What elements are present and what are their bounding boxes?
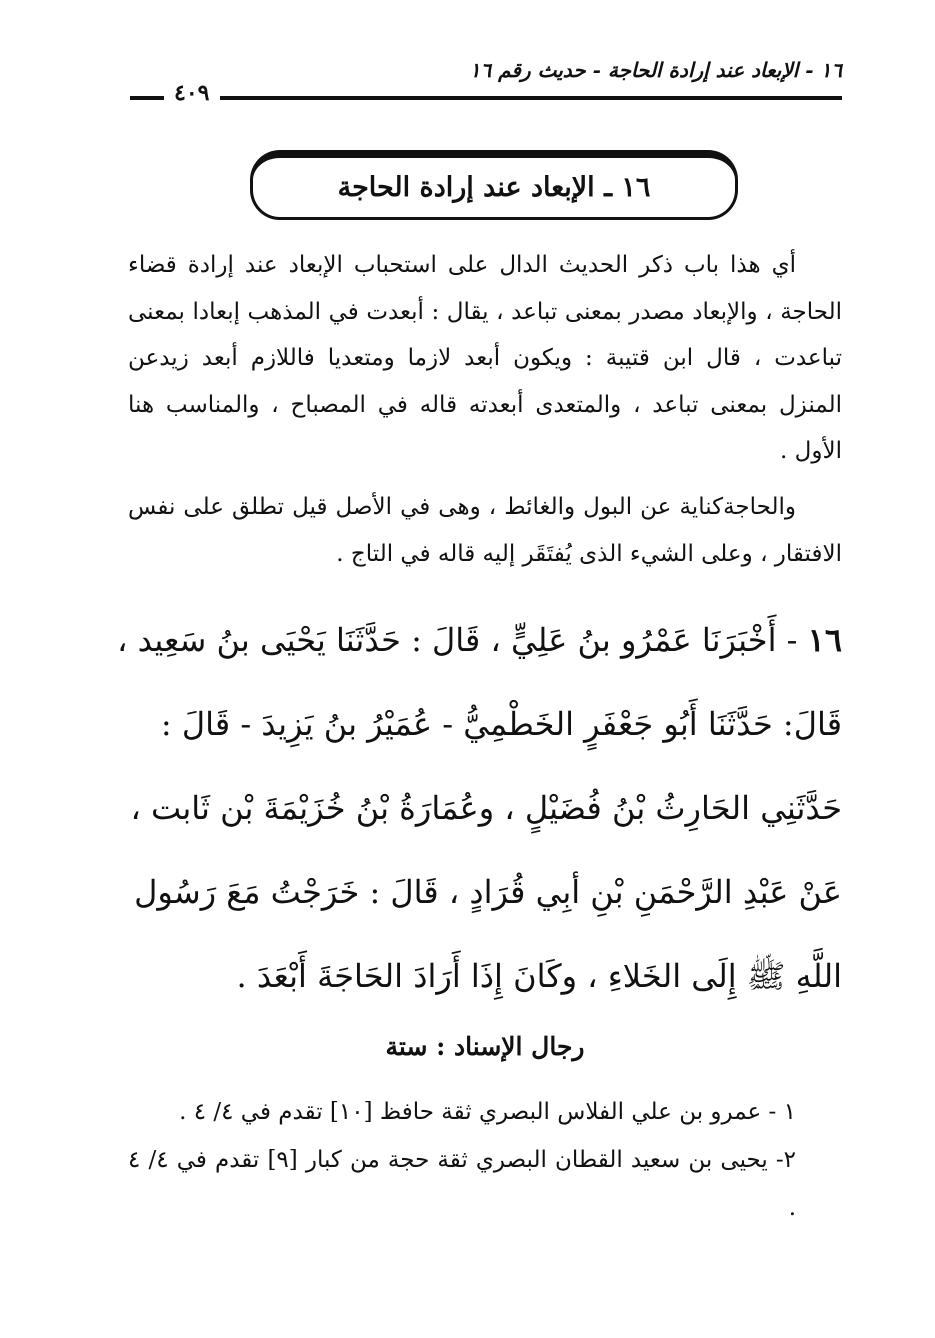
running-title: ١٦ - الإبعاد عند إرادة الحاجة - حديث رقم ١٦ [469,58,842,82]
hadith-line-3: حَدَّثَنِي الحَارِثُ بْنُ فُضَيْلٍ ، وعُمَارَةُ بْنُ خُزَيْمَةَ بْن ثَابت ، [130,789,842,827]
intro-paragraph-2 [128,484,842,577]
running-header [130,58,842,116]
hadith-number: ١٦ [807,621,842,659]
hadith-line-4: عَنْ عَبْدِ الرَّحْمَنِ بْنِ أبِي قُرَادٍ ، قَالَ : خَرَجْتُ مَعَ رَسُول [134,873,842,911]
chapter-heading-box [250,150,738,220]
page-number-dash [130,96,164,100]
page-number: ٤٠٩ [168,80,215,106]
hadith-text [117,598,842,1018]
narrator-item-2: ٢- يحيى بن سعيد القطان البصري ثقة حجة من كبار [٩] تقدم في ٤/ ٤ . [128,1147,797,1221]
hadith-line-1-text: أَخْبَرَنَا عَمْرُو بنُ عَلِيٍّ ، قَالَ : حَدَّثَنَا يَحْيَى بنُ سَعِيد ، [117,621,777,659]
hadith-line-2: قَالَ: حَدَّثَنَا أَبُو جَعْفَرٍ الخَطْمِيُّ - عُمَيْرُ بنُ يَزِيدَ - قَالَ : [160,705,842,743]
intro-paragraph-1 [128,242,842,475]
chapter-title: ١٦ ـ الإبعاد عند إرادة الحاجة [337,172,651,203]
narrators-heading: رجال الإسناد : ستة [385,1032,585,1061]
narrator-item-1: ١ - عمرو بن علي الفلاس البصري ثقة حافظ [١٠] تقدم في ٤/ ٤ . [179,1099,796,1125]
hadith-line-1: ١٦ - أَخْبَرَنَا عَمْرُو بنُ عَلِيٍّ ، قَالَ : حَدَّثَنَا يَحْيَى بنُ سَعِيد ، [117,621,842,659]
header-rule [220,96,842,100]
hadith-line-5: اللَّهِ ﷺ إِلَى الخَلاءِ ، وكَانَ إِذَا أَرَادَ الحَاجَةَ أَبْعَدَ . [236,957,842,995]
intro-paragraph-1-text: أي هذا باب ذكر الحديث الدال على استحباب الإبعاد عند إرادة قضاء الحاجة ، والإبعاد مصدر بمعنى تباعد ، يقال : أبعدت في المذهب إبعادا بمعنى تباعدت ، قال ابن قتيبة : ويكون أبعد لازما ومتعديا فاللازم أبعد زيدعن المنزل بمعنى تباعد ، والمتعدى أبعدته قاله في المصباح ، والمناسب هنا الأول . [128,252,842,464]
narrator-list [128,1088,842,1232]
intro-paragraph-2-text: والحاجةكناية عن البول والغائط ، وهى في الأصل قيل تطلق على نفس الافتقار ، وعلى الشيء الذى يُفتَقَر إليه قاله في التاج . [128,494,842,567]
